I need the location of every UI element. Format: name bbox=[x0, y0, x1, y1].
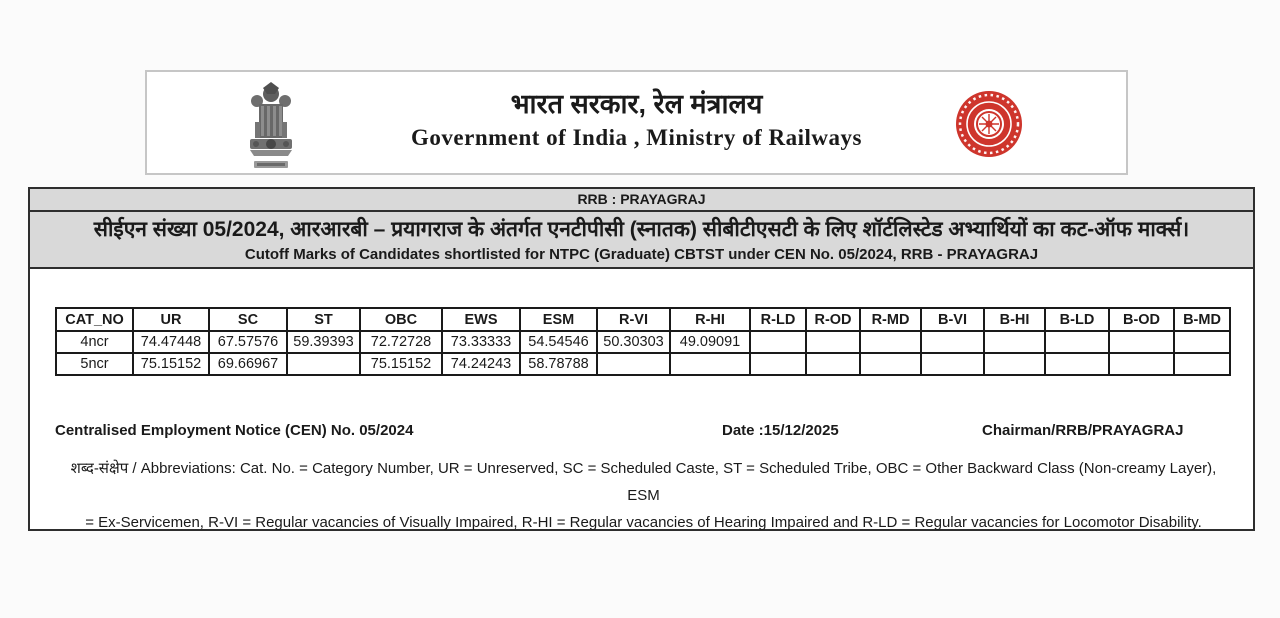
cutoff-cell bbox=[1174, 353, 1230, 375]
cutoff-cell: 58.78788 bbox=[520, 353, 597, 375]
column-header-ur: UR bbox=[133, 308, 209, 331]
cutoff-cell bbox=[860, 331, 921, 353]
ministry-title-english: Government of India , Ministry of Railways bbox=[411, 125, 862, 150]
column-header-r-hi: R-HI bbox=[670, 308, 750, 331]
cutoff-cell: 74.24243 bbox=[442, 353, 520, 375]
chairman-signatory: Chairman/RRB/PRAYAGRAJ bbox=[982, 422, 1184, 439]
column-header-b-od: B-OD bbox=[1109, 308, 1174, 331]
cutoff-cell: 72.72728 bbox=[360, 331, 442, 353]
cutoff-cell bbox=[921, 331, 984, 353]
column-header-b-md: B-MD bbox=[1174, 308, 1230, 331]
cutoff-cell: 50.30303 bbox=[597, 331, 670, 353]
cutoff-cell bbox=[1109, 353, 1174, 375]
subject-english: Cutoff Marks of Candidates shortlisted for NTPC (Graduate) CBTST under CEN No. 05/2024, RRB - PRAYAGRAJ bbox=[244, 246, 1039, 263]
cutoff-cell bbox=[806, 331, 860, 353]
cutoff-cell: 5ncr bbox=[56, 353, 133, 375]
cutoff-cell bbox=[597, 353, 670, 375]
column-header-r-od: R-OD bbox=[806, 308, 860, 331]
column-header-b-vi: B-VI bbox=[921, 308, 984, 331]
cutoff-cell bbox=[860, 353, 921, 375]
cutoff-cell bbox=[984, 353, 1045, 375]
cutoff-cell bbox=[921, 353, 984, 375]
column-header-b-hi: B-HI bbox=[984, 308, 1045, 331]
cen-notice-label: Centralised Employment Notice (CEN) No. 05/2024 bbox=[55, 422, 414, 439]
column-header-obc: OBC bbox=[360, 308, 442, 331]
board-title: RRB : PRAYAGRAJ bbox=[577, 191, 706, 207]
table-row-4ncr bbox=[56, 331, 1230, 353]
cutoff-cell: 69.66967 bbox=[209, 353, 287, 375]
subject-hindi: सीईएन संख्या 05/2024, आरआरबी – प्रयागराज के अंतर्गत एनटीपीसी (स्नातक) सीबीटीएसटी के लिए शॉर्टलिस्टेड अभ्यार्थियों का कट-ऑफ मार्क्स। bbox=[93, 218, 1190, 241]
column-header-cat-no: CAT_NO bbox=[56, 308, 133, 331]
cen-footer-line bbox=[30, 422, 1253, 442]
cutoff-cell: 59.39393 bbox=[287, 331, 360, 353]
cutoff-cell bbox=[984, 331, 1045, 353]
cutoff-cell bbox=[1174, 331, 1230, 353]
cutoff-cell bbox=[1045, 331, 1109, 353]
table-row-5ncr bbox=[56, 353, 1230, 375]
column-header-sc: SC bbox=[209, 308, 287, 331]
cutoff-cell: 73.33333 bbox=[442, 331, 520, 353]
cutoff-cell bbox=[670, 353, 750, 375]
indian-railways-logo-icon bbox=[953, 88, 1025, 160]
abbreviations-line-1: शब्द-संक्षेप / Abbreviations: Cat. No. = Category Number, UR = Unreserved, SC = Scheduled Caste, ST = Scheduled Tribe, OBC = Other Backward Class (Non-creamy Layer), ESM bbox=[70, 460, 1217, 504]
cutoff-cell bbox=[750, 353, 806, 375]
cutoff-notice-box bbox=[28, 187, 1255, 531]
column-header-r-vi: R-VI bbox=[597, 308, 670, 331]
board-title-band bbox=[30, 189, 1253, 212]
cutoff-cell bbox=[1045, 353, 1109, 375]
cutoff-marks-table bbox=[55, 307, 1231, 376]
ministry-title-hindi: भारत सरकार, रेल मंत्रालय bbox=[510, 89, 763, 119]
abbreviations-block bbox=[53, 455, 1234, 536]
cutoff-cell: 4ncr bbox=[56, 331, 133, 353]
abbreviations-line-2: = Ex-Servicemen, R-VI = Regular vacancies of Visually Impaired, R-HI = Regular vacancies of Hearing Impaired and R-LD = Regular vacancies for Locomotor Disability. bbox=[85, 514, 1202, 531]
cutoff-cell: 74.47448 bbox=[133, 331, 209, 353]
cutoff-table-wrap bbox=[55, 307, 1231, 376]
cutoff-cell: 75.15152 bbox=[133, 353, 209, 375]
column-header-r-ld: R-LD bbox=[750, 308, 806, 331]
cutoff-cell bbox=[750, 331, 806, 353]
column-header-ews: EWS bbox=[442, 308, 520, 331]
column-header-st: ST bbox=[287, 308, 360, 331]
cutoff-cell: 49.09091 bbox=[670, 331, 750, 353]
cutoff-cell: 75.15152 bbox=[360, 353, 442, 375]
cutoff-cell bbox=[287, 353, 360, 375]
column-header-esm: ESM bbox=[520, 308, 597, 331]
government-letterhead bbox=[145, 70, 1128, 175]
table-body bbox=[56, 331, 1230, 375]
column-header-b-ld: B-LD bbox=[1045, 308, 1109, 331]
cutoff-cell: 67.57576 bbox=[209, 331, 287, 353]
notice-date: Date :15/12/2025 bbox=[722, 422, 839, 439]
cutoff-cell bbox=[806, 353, 860, 375]
cutoff-cell bbox=[1109, 331, 1174, 353]
subject-band bbox=[30, 212, 1253, 269]
cutoff-cell: 54.54546 bbox=[520, 331, 597, 353]
table-header-row bbox=[56, 308, 1230, 331]
column-header-r-md: R-MD bbox=[860, 308, 921, 331]
